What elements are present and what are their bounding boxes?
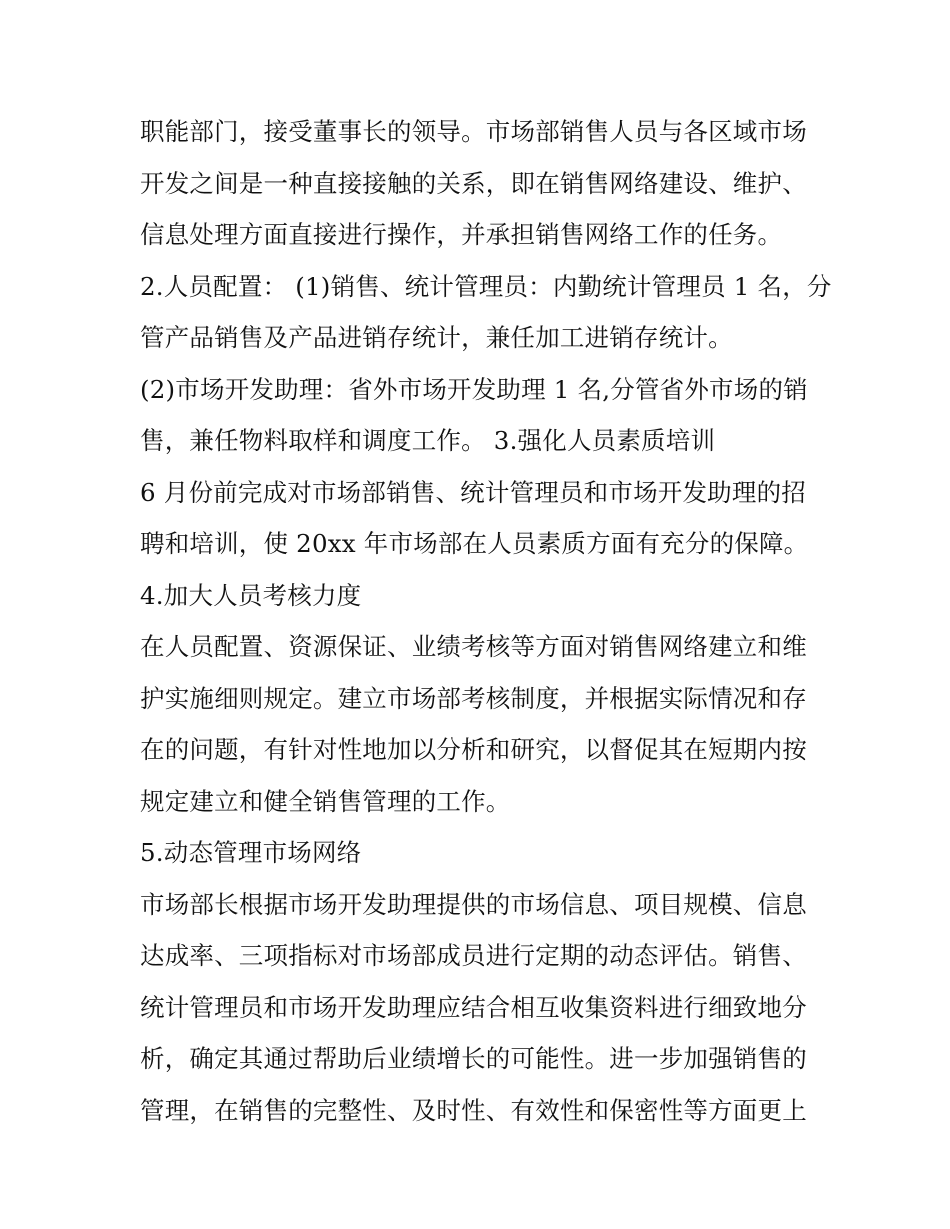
text-line: 规定建立和健全销售管理的工作。	[140, 786, 511, 816]
text-line: 职能部门，接受董事长的领导。市场部销售人员与各区域市场	[140, 117, 807, 146]
text-line: 管理，在销售的完整性、及时性、有效性和保密性等方面更上	[140, 1095, 807, 1125]
text-line: 信息处理方面直接进行操作，并承担销售网络工作的任务。	[140, 220, 783, 249]
text-line: 聘和培训，使 20xx 年市场部在人员素质方面有充分的保障。	[140, 529, 809, 558]
text-line: 市场部长根据市场开发助理提供的市场信息、项目规模、信息	[140, 889, 807, 919]
text-line: 达成率、三项指标对市场部成员进行定期的动态评估。销售、	[140, 941, 807, 970]
section-heading-network: 5.动态管理市场网络	[140, 838, 362, 867]
text-line: 售，兼任物料取样和调度工作。 3.强化人员素质培训	[140, 426, 716, 455]
text-line: 6 月份前完成对市场部销售、统计管理员和市场开发助理的招	[140, 477, 806, 507]
section-heading-staffing: 2.人员配置： (1)销售、统计管理员：内勤统计管理员 1 名，分	[140, 271, 832, 301]
text-line: 在的问题，有针对性地加以分析和研究，以督促其在短期内按	[140, 735, 807, 764]
body-text	[140, 106, 832, 1136]
text-line: (2)市场开发助理：省外市场开发助理 1 名,分管省外市场的销	[140, 374, 808, 404]
text-line: 开发之间是一种直接接触的关系，即在销售网络建设、维护、	[140, 168, 807, 198]
text-line: 护实施细则规定。建立市场部考核制度，并根据实际情况和存	[140, 683, 807, 713]
text-line: 管产品销售及产品进销存统计，兼任加工进销存统计。	[140, 323, 733, 352]
text-line: 析，确定其通过帮助后业绩增长的可能性。进一步加强销售的	[140, 1044, 807, 1073]
section-heading-assessment: 4.加大人员考核力度	[140, 580, 362, 610]
text-line: 统计管理员和市场开发助理应结合相互收集资料进行细致地分	[140, 992, 807, 1022]
text-line: 在人员配置、资源保证、业绩考核等方面对销售网络建立和维	[140, 632, 807, 661]
